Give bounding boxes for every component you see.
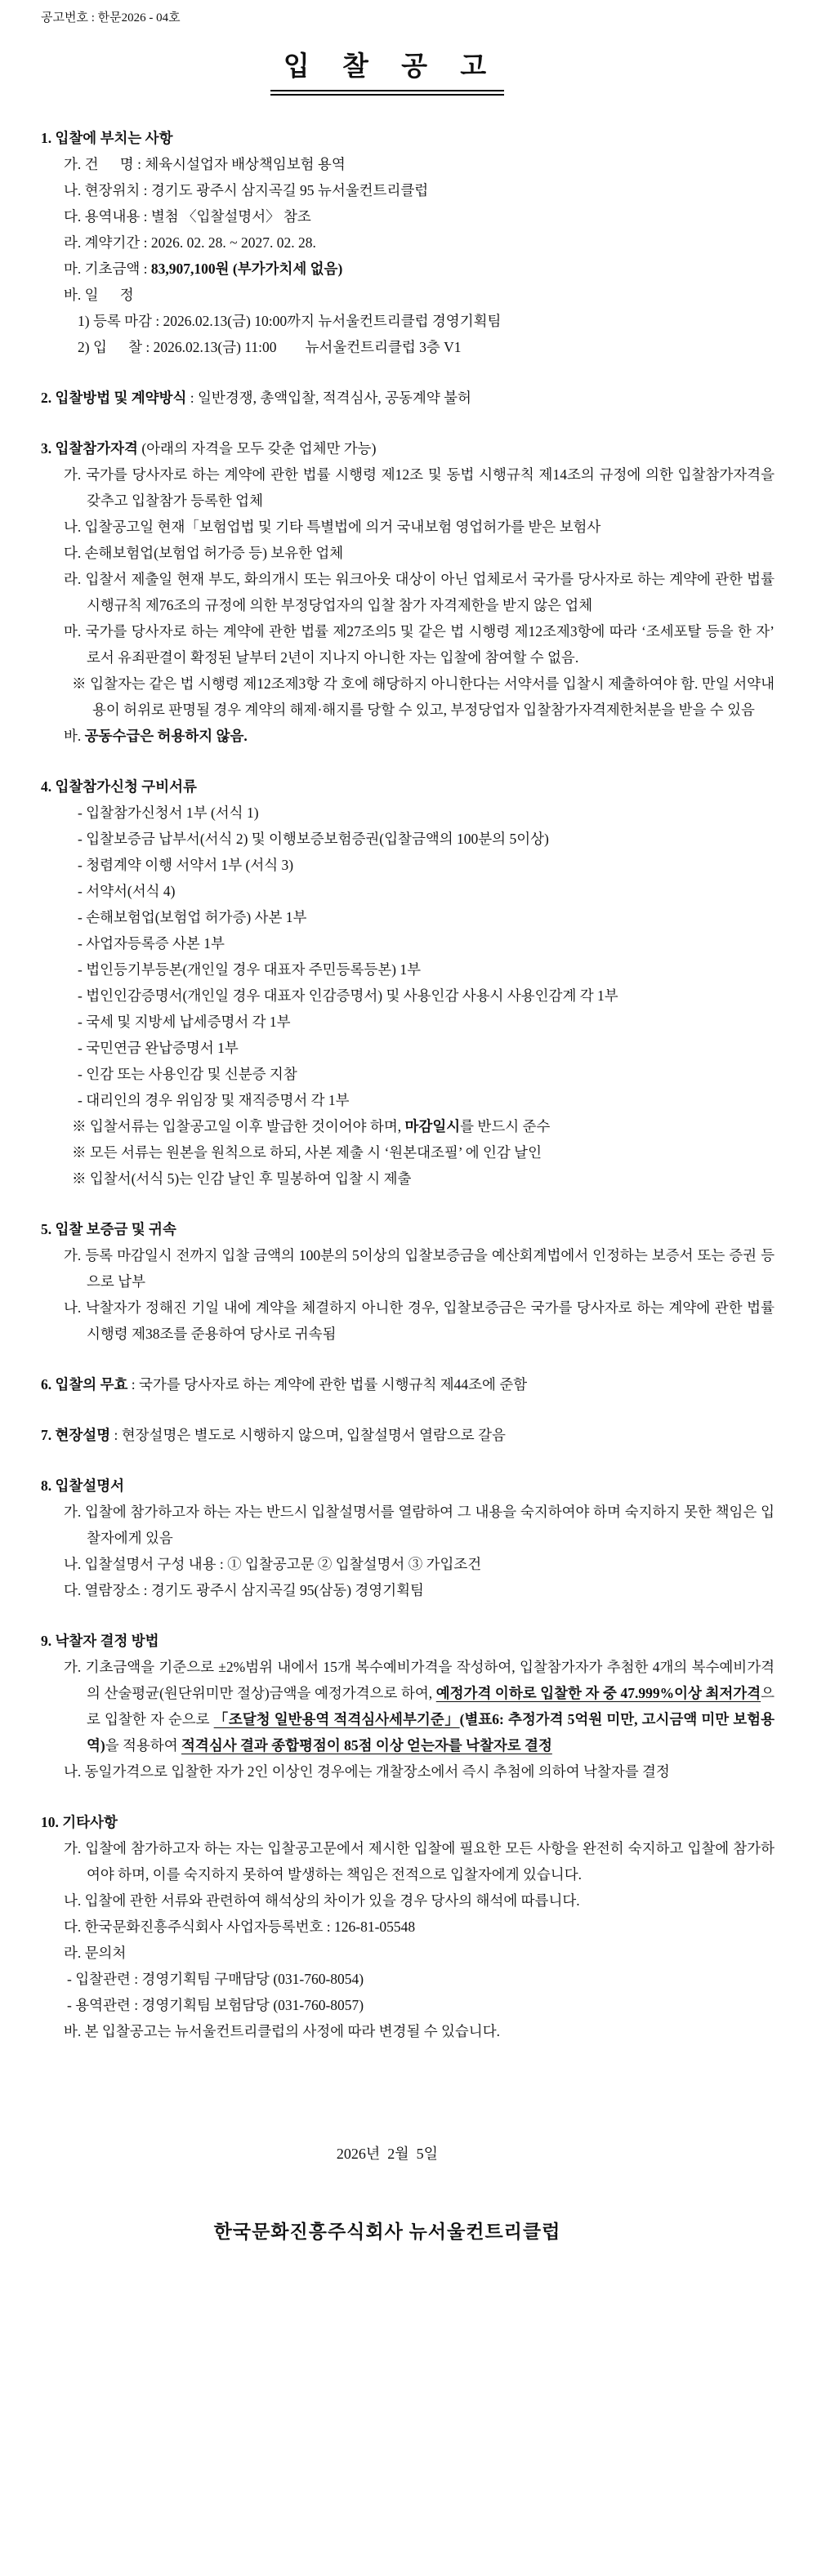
list-item: 가. 건 명 : 체육시설업자 배상책임보험 용역 (64, 156, 346, 172)
document-item: - 청렴계약 이행 서약서 1부 (서식 3) (78, 857, 294, 873)
document-item: - 손해보험업(보험업 허가증) 사본 1부 (78, 909, 307, 925)
schedule-item: 2) 입 찰 : 2026.02.13(금) 11:00 뉴서울컨트리클럽 3층 V1 (78, 339, 462, 355)
section-number: 6. (41, 1376, 52, 1393)
list-item: 다. 손해보험업(보험업 허가증 등) 보유한 업체 (64, 545, 344, 561)
list-item: 나. 입찰설명서 구성 내용 : ① 입찰공고문 ② 입찰설명서 ③ 가입조건 (64, 1556, 482, 1572)
item-label: 바. (64, 728, 85, 744)
section-number: 1. (41, 130, 52, 146)
section-number: 4. (41, 778, 52, 795)
section-heading-rest: : 현장설명은 별도로 시행하지 않으며, 입찰설명서 열람으로 갈음 (110, 1427, 506, 1443)
section-title: 입찰방법 및 계약방식 (55, 390, 187, 406)
section-2 (0, 385, 775, 411)
section-5 (0, 1216, 779, 1347)
run-bold: (별표6: 추정가격 5억원 미만, 고시금액 미만 보험용역) (87, 1711, 775, 1754)
section-title: 입찰설명서 (55, 1477, 125, 1494)
document-item: - 대리인의 경우 위임장 및 재직증명서 각 1부 (78, 1092, 350, 1108)
note-item: ※ 입찰자는 같은 법 시행령 제12조제3항 각 호에 해당하지 아니한다는 서약서를 입찰시 제출하여야 함. 만일 서약내용이 허위로 판명될 경우 계약의 해제·해지를 당할 수 있고, 부정당업자 입찰참가자격제한처분을 받을 수 있음 (72, 675, 775, 718)
section-1 (0, 125, 775, 360)
section-number: 2. (41, 390, 52, 406)
document-item: - 법인등기부등본(개인일 경우 대표자 주민등록등본) 1부 (78, 961, 422, 978)
section-10 (0, 1809, 775, 2044)
document-item: - 국세 및 지방세 납세증명서 각 1부 (78, 1014, 291, 1030)
document-item: - 입찰보증금 납부서(서식 2) 및 이행보증보험증권(입찰금액의 100분의 5이상) (78, 831, 549, 847)
list-item: 바. 일 정 (64, 287, 134, 303)
note-text: 를 반드시 준수 (460, 1118, 551, 1134)
schedule-item: 1) 등록 마감 : 2026.02.13(금) 10:00까지 뉴서울컨트리클럽 경영기획팀 (78, 313, 502, 329)
section-number: 3. (41, 440, 52, 457)
note-bold-text: 마감일시 (404, 1118, 461, 1134)
list-item: 마. 국가를 당사자로 하는 계약에 관한 법률 제27조의5 및 같은 법 시행령 제12조제3항에 따라 ‘조세포탈 등을 한 자’ 로서 유죄판결이 확정된 날부터 2년이 지나지 아니한 자는 입찰에 참여할 수 없음. (64, 623, 778, 666)
title-container (0, 49, 775, 96)
section-3 (0, 435, 779, 749)
list-item: 가. 등록 마감일시 전까지 입찰 금액의 100분의 5이상의 입찰보증금을 예산회계법에서 인정하는 보증서 또는 증권 등으로 납부 (64, 1247, 775, 1290)
contact-item: - 입찰관련 : 경영기획팀 구매담당 (031-760-8054) (67, 1971, 364, 1987)
list-item: 다. 용역내용 : 별첨 〈입찰설명서〉 참조 (64, 208, 311, 225)
list-item-joint-supply (64, 723, 775, 749)
note-item: ※ 입찰서(서식 5)는 인감 날인 후 밀봉하여 입찰 시 제출 (72, 1170, 412, 1187)
section-title: 낙찰자 결정 방법 (55, 1633, 159, 1649)
section-4-heading (41, 773, 775, 800)
base-amount-value: 83,907,100원 (부가가치세 없음) (150, 261, 343, 277)
section-4 (0, 773, 775, 1192)
list-item: 라. 문의처 (64, 1945, 127, 1961)
list-item: 가. 국가를 당사자로 하는 계약에 관한 법률 시행령 제12조 및 동법 시행규칙 제14조의 규정에 의한 입찰참가자격을 갖추고 입찰참가 등록한 업체 (64, 466, 779, 509)
list-item: 라. 계약기간 : 2026. 02. 28. ~ 2027. 02. 28. (64, 234, 316, 251)
document-item: - 국민연금 완납증명서 1부 (78, 1040, 239, 1056)
section-title: 입찰에 부치는 사항 (55, 130, 173, 146)
section-title: 입찰의 무효 (55, 1376, 128, 1393)
run-bold-underline: 「조달청 일반용역 적격심사세부기준」 (213, 1711, 460, 1727)
section-3-heading (41, 435, 775, 461)
list-item: 나. 현장위치 : 경기도 광주시 삼지곡길 95 뉴서울컨트리클럽 (64, 182, 429, 198)
section-9-heading (41, 1628, 775, 1654)
section-2-heading (41, 385, 775, 411)
run-regular: 으로 입찰한 자 순으로 (87, 1685, 775, 1727)
document-item: - 입찰참가신청서 1부 (서식 1) (78, 804, 259, 821)
company-name: 한국문화진흥주식회사 뉴서울컨트리클럽 (213, 2222, 561, 2242)
page-title: 입 찰 공 고 (270, 49, 504, 96)
section-7 (0, 1422, 775, 1448)
list-item: 다. 한국문화진흥주식회사 사업자등록번호 : 126-81-05548 (64, 1919, 416, 1935)
announcement-date: 2026년 2월 5일 (336, 2146, 439, 2162)
list-item: 나. 동일가격으로 입찰한 자가 2인 이상인 경우에는 개찰장소에서 즉시 추첨에 의하여 낙찰자를 결정 (64, 1763, 670, 1780)
base-amount-label: 마. 기초금액 : (64, 261, 151, 277)
note-item-deadline (72, 1113, 775, 1139)
note-text: ※ 입찰서류는 입찰공고일 이후 발급한 것이어야 하며, (72, 1118, 405, 1134)
run-bold-underline: 예정가격 이하로 입찰한 자 중 47.999%이상 최저가격 (435, 1685, 761, 1701)
section-8-heading (41, 1473, 775, 1499)
list-item: 다. 열람장소 : 경기도 광주시 삼지곡길 95(삼동) 경영기획팀 (64, 1582, 424, 1598)
section-5-heading (41, 1216, 775, 1242)
section-title: 기타사항 (62, 1814, 118, 1830)
section-6 (0, 1371, 775, 1397)
section-heading-rest: : 일반경쟁, 총액입찰, 적격심사, 공동계약 불허 (186, 390, 471, 406)
list-item: 가. 입찰에 참가하고자 하는 자는 반드시 입찰설명서를 열람하여 그 내용을 숙지하여야 하며 숙지하지 못한 책임은 입찰자에게 있음 (64, 1504, 775, 1546)
document-item: - 사업자등록증 사본 1부 (78, 935, 225, 952)
section-8 (0, 1473, 775, 1603)
section-number: 10. (41, 1814, 59, 1830)
document-item: - 법인인감증명서(개인일 경우 대표자 인감증명서) 및 사용인감 사용시 사용인감계 각 1부 (78, 987, 618, 1004)
section-title: 입찰참가자격 (55, 440, 138, 457)
run-regular: 가. 기초금액을 기준으로 ±2%범위 내에서 15개 복수예비가격을 작성하여, 입찰참가자가 추첨한 4개의 복수예비가격의 산술평균(원단위미만 절상)금액을 예정가격으로 하여, (64, 1659, 775, 1701)
section-9 (0, 1628, 775, 1785)
list-item-base-amount (64, 256, 775, 282)
section-number: 8. (41, 1477, 52, 1494)
document-item: - 서약서(서식 4) (78, 883, 176, 899)
section-heading-rest: (아래의 자격을 모두 갖춘 업체만 가능) (137, 440, 377, 457)
note-item: ※ 모든 서류는 원본을 원칙으로 하되, 사본 제출 시 ‘원본대조필’ 에 인감 날인 (72, 1144, 542, 1161)
contact-item: - 용역관련 : 경영기획팀 보험담당 (031-760-8057) (67, 1997, 364, 2013)
list-item: 라. 입찰서 제출일 현재 부도, 화의개시 또는 워크아웃 대상이 아닌 업체로서 국가를 당사자로 하는 계약에 관한 법률 시행규칙 제76조의 규정에 의한 부정당업자의 입찰 참가 자격제한을 받지 않은 업체 (64, 571, 779, 613)
section-number: 7. (41, 1427, 52, 1443)
section-number: 5. (41, 1221, 52, 1237)
section-1-heading (41, 125, 775, 151)
list-item: 나. 입찰공고일 현재「보험업법 및 기타 특별법에 의거 국내보험 영업허가를 받은 보험사 (64, 519, 601, 535)
list-item: 나. 낙찰자가 정해진 기일 내에 계약을 체결하지 아니한 경우, 입찰보증금은 국가를 당사자로 하는 계약에 관한 법률 시행령 제38조를 준용하여 당사로 귀속됨 (64, 1299, 779, 1342)
section-title: 입찰참가신청 구비서류 (55, 778, 197, 795)
notice-number: 공고번호 : 한문2026 - 04호 (41, 11, 181, 25)
section-6-heading (41, 1371, 775, 1397)
award-method-paragraph (64, 1654, 775, 1758)
section-number: 9. (41, 1633, 52, 1649)
section-7-heading (41, 1422, 775, 1448)
run-bold-underline: 적격심사 결과 종합평점이 85점 이상 얻는자를 낙찰자로 결정 (181, 1737, 552, 1754)
list-item: 가. 입찰에 참가하고자 하는 자는 입찰공고문에서 제시한 입찰에 필요한 모든 사항을 완전히 숙지하고 입찰에 참가하여야 하며, 이를 숙지하지 못하여 발생하는 책임은 전적으로 입찰자에게 있습니다. (64, 1840, 775, 1883)
list-item: 나. 입찰에 관한 서류와 관련하여 해석상의 차이가 있을 경우 당사의 해석에 따릅니다. (64, 1892, 580, 1909)
section-heading-rest: : 국가를 당사자로 하는 계약에 관한 법률 시행규칙 제44조에 준함 (127, 1376, 528, 1393)
section-10-heading (41, 1809, 775, 1835)
run-regular: 을 적용하여 (105, 1737, 182, 1754)
document-item: - 인감 또는 사용인감 및 신분증 지참 (78, 1066, 297, 1082)
section-title: 현장설명 (55, 1427, 111, 1443)
list-item: 바. 본 입찰공고는 뉴서울컨트리클럽의 사정에 따라 변경될 수 있습니다. (64, 2023, 500, 2039)
item-bold-text: 공동수급은 허용하지 않음. (84, 728, 248, 744)
section-title: 입찰 보증금 및 귀속 (55, 1221, 176, 1237)
